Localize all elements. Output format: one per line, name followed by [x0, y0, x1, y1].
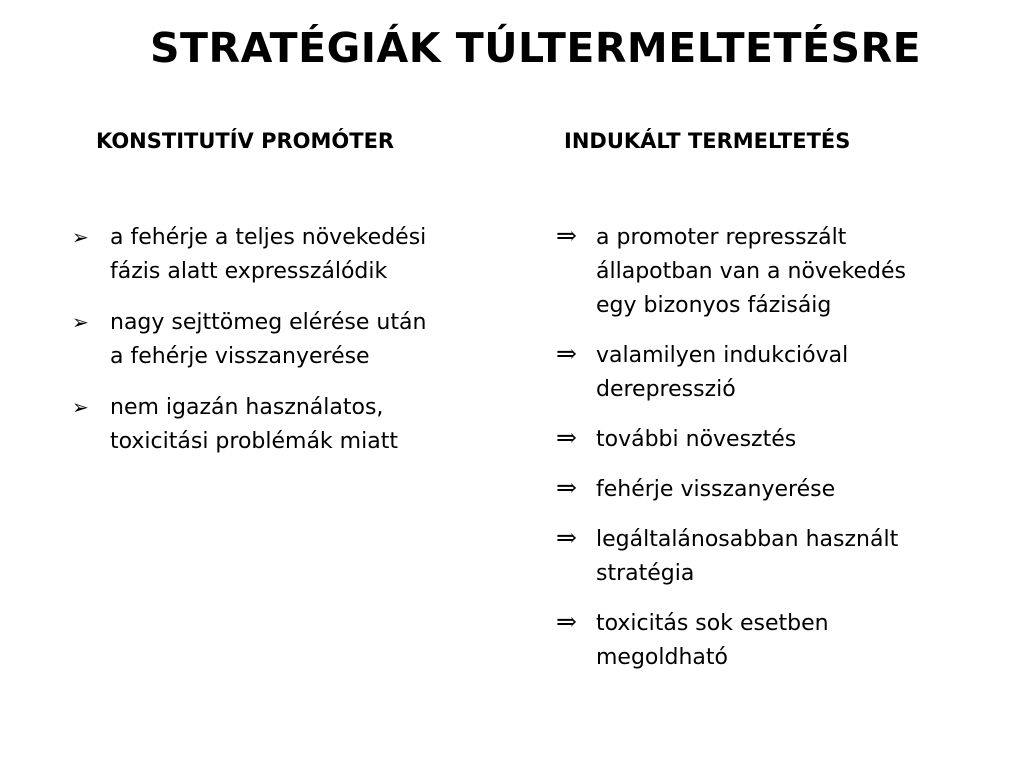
left-column-heading: KONSTITUTÍV PROMÓTER	[96, 129, 395, 153]
item-line: a fehérje visszanyerése	[110, 344, 370, 369]
item-line: stratégia	[596, 561, 695, 586]
item-line: toxicitás sok esetben	[596, 611, 829, 636]
slide-title: STRATÉGIÁK TÚLTERMELTETÉSRE	[150, 24, 922, 72]
list-item	[70, 306, 510, 374]
item-line: toxicitási problémák miatt	[110, 429, 398, 454]
item-line: fázis alatt expresszálódik	[110, 259, 388, 284]
implies-arrow-icon: ⇒	[556, 221, 577, 250]
list-item	[70, 391, 510, 459]
list-item	[556, 473, 996, 507]
arrowhead-bullet-icon: ➢	[72, 225, 89, 249]
list-item	[556, 523, 996, 591]
list-item	[556, 423, 996, 457]
item-line: a promoter represszált	[596, 225, 847, 250]
item-line: nem igazán használatos,	[110, 395, 384, 420]
list-item	[556, 339, 996, 407]
implies-arrow-icon: ⇒	[556, 339, 577, 368]
list-item	[556, 607, 996, 675]
item-line: a fehérje a teljes növekedési	[110, 225, 427, 250]
arrowhead-bullet-icon: ➢	[72, 395, 89, 419]
arrowhead-bullet-icon: ➢	[72, 310, 89, 334]
item-line: további növesztés	[596, 427, 797, 452]
item-line: valamilyen indukcióval	[596, 343, 849, 368]
implies-arrow-icon: ⇒	[556, 473, 577, 502]
item-line: állapotban van a növekedés	[596, 259, 906, 284]
right-column-heading: INDUKÁLT TERMELTETÉS	[564, 129, 851, 153]
item-line: nagy sejttömeg elérése után	[110, 310, 427, 335]
implies-arrow-icon: ⇒	[556, 523, 577, 552]
item-line: derepresszió	[596, 377, 736, 402]
right-bullet-list	[556, 221, 996, 691]
list-item	[70, 221, 510, 289]
item-line: egy bizonyos fázisáig	[596, 293, 832, 318]
item-line: megoldható	[596, 645, 728, 670]
implies-arrow-icon: ⇒	[556, 607, 577, 636]
item-line: fehérje visszanyerése	[596, 477, 836, 502]
item-line: legáltalánosabban használt	[596, 527, 899, 552]
left-bullet-list	[70, 221, 510, 476]
list-item	[556, 221, 996, 323]
implies-arrow-icon: ⇒	[556, 423, 577, 452]
